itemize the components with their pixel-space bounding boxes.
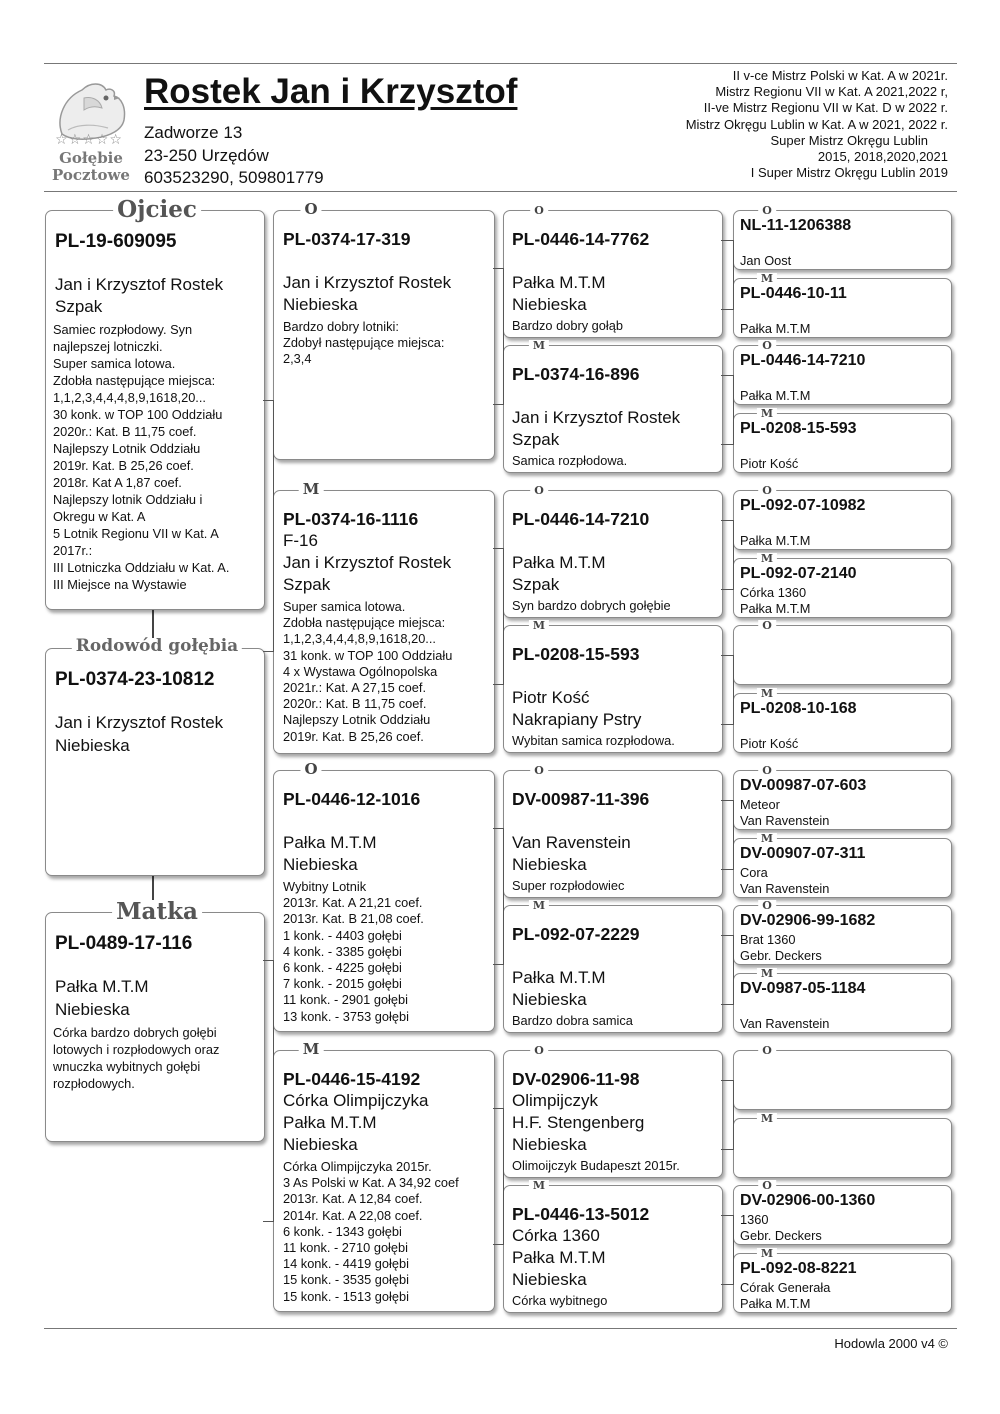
title-line: II-ve Mistrz Regionu VII w Kat. D w 2022 r. (703, 100, 948, 116)
top-rule (44, 63, 957, 64)
ancestor-card (733, 345, 952, 405)
pigeon-line: Van Ravenstein (512, 833, 631, 852)
connector-bracket (493, 828, 504, 965)
ring-number: DV-02906-99-1682 (740, 912, 876, 929)
title-line: Super Mistrz Okręgu Lublin (770, 132, 928, 148)
breeder: Van Ravenstein (740, 1016, 830, 1031)
pigeon-line: Jan i Krzysztof Rostek (283, 273, 452, 292)
note-line: 2020r.: Kat. B 11,75 coef. (283, 696, 427, 712)
note: Bardzo dobry gołąb (512, 318, 623, 333)
ring-number: PL-0374-23-10812 (55, 669, 215, 690)
note-line: 7 konk. - 2015 gołębi (283, 976, 402, 992)
pigeon-line: Olimpijczyk (512, 1091, 598, 1110)
sex-label: M (757, 1113, 777, 1124)
note-line: Zdobył następujące miejsca: (283, 335, 445, 351)
note: Super rozpłodowiec (512, 878, 625, 893)
connector-bracket (721, 800, 734, 870)
ring-number: NL-11-1206388 (740, 217, 852, 234)
connector-bracket (721, 655, 734, 725)
sex-label: M (757, 553, 777, 564)
breeder: Pałka M.T.M (740, 321, 811, 336)
connector-bracket (263, 960, 274, 1222)
sex-label: M (757, 833, 777, 844)
sex-label: M (529, 900, 549, 911)
title-line: Mistrz Regionu VII w Kat. A 2021,2022 r, (715, 84, 948, 100)
pigeon-line: Piotr Kość (512, 688, 590, 707)
sex-label: O (758, 340, 776, 351)
sex-label: O (758, 900, 776, 911)
pigeon-line: F-16 (283, 531, 318, 550)
note-line: 2017r.: (53, 543, 93, 558)
pigeon-line: Szpak (283, 575, 331, 594)
pigeon-line: Pałka M.T.M (283, 833, 377, 852)
connector-bracket (493, 548, 504, 685)
connector-bracket (721, 935, 734, 1005)
great-grandparent-card (503, 1050, 723, 1178)
pigeon-line: Niebieska (512, 855, 587, 874)
sex-label: O (758, 1045, 776, 1056)
great-grandparent-card (503, 1185, 723, 1313)
ring-number: PL-0208-15-593 (740, 420, 857, 437)
sex-label: O (530, 485, 548, 496)
notes (283, 1159, 459, 1305)
breeder: Pałka M.T.M (740, 533, 811, 548)
breeder: Pałka M.T.M (740, 1296, 811, 1311)
pigeon-line: Jan i Krzysztof Rostek (512, 408, 681, 427)
pigeon-name: Cora (740, 865, 768, 880)
great-grandparent-card (503, 905, 723, 1033)
pigeon-line: Szpak (512, 575, 560, 594)
ring-number: PL-0446-14-7210 (740, 352, 866, 369)
sex-label: O (758, 1180, 776, 1191)
note-line: Wybitny Lotnik (283, 879, 367, 894)
sex-label: M (299, 482, 324, 497)
note-line: III Lotniczka Oddziału w Kat. A. (53, 560, 230, 575)
pigeon-line: Jan i Krzysztof Rostek (283, 553, 452, 572)
pigeon-name: Brat 1360 (740, 932, 796, 947)
color: Niebieska (55, 1000, 130, 1019)
sex-label: O (530, 765, 548, 776)
notes (53, 1024, 219, 1092)
sex-label: M (529, 340, 549, 351)
pigeon-line: Córka 1360 (512, 1226, 600, 1245)
note-line: 4 x Wystawa Ogólnopolska (283, 663, 438, 679)
footer: Hodowla 2000 v4 © (834, 1336, 948, 1351)
note-line: 3 As Polski w Kat. A 34,92 coef (283, 1175, 459, 1191)
connector-bracket (493, 1108, 504, 1245)
grandparent-card (273, 770, 495, 1032)
breeder: Pałka M.T.M (55, 977, 149, 996)
note: Samica rozpłodowa. (512, 453, 628, 468)
ring-number: PL-0489-17-116 (55, 933, 193, 954)
logo-text (48, 150, 134, 184)
note-line: 15 konk. - 1513 gołębi (283, 1288, 409, 1304)
note-line: 2,3,4 (283, 351, 312, 367)
ring-number: PL-0446-12-1016 (283, 789, 421, 809)
sex-label: O (530, 205, 548, 216)
note-line: 31 konk. w TOP 100 Oddziału (283, 647, 453, 663)
mother-label: Matka (112, 900, 202, 923)
title-line: 2015, 2018,2020,2021 (817, 149, 948, 165)
ancestor-card (733, 278, 952, 338)
note-line: 2018r. Kat A 1,87 coef. (53, 475, 182, 490)
pigeon-line: Niebieska (512, 1270, 587, 1289)
pigeon-line: Nakrapiany Pstry (512, 710, 642, 729)
owner-phones: 603523290, 509801779 (144, 168, 324, 187)
great-grandparent-card (503, 770, 723, 898)
ring-number: DV-02906-00-1360 (740, 1192, 876, 1209)
ring-number: PL-092-07-10982 (740, 497, 866, 514)
ring-number: PL-19-609095 (55, 231, 177, 252)
breeder: Gebr. Deckers (740, 948, 822, 963)
ring-number: PL-0446-14-7762 (512, 229, 650, 249)
note-line: Super samica lotowa. (283, 599, 406, 614)
note-line: 2013r. Kat. A 21,21 coef. (283, 895, 423, 911)
breeder: Jan Oost (740, 253, 792, 268)
sex-label: O (758, 205, 776, 216)
note: Syn bardzo dobrych gołębie (512, 598, 671, 613)
great-grandparent-card (503, 490, 723, 618)
sex-label: M (299, 1042, 324, 1057)
sex-label: M (529, 1180, 549, 1191)
grandparent-card (273, 1050, 495, 1312)
sex-label: M (757, 273, 777, 284)
connector-bracket (721, 1080, 734, 1150)
note-line: III Miejsce na Wystawie (53, 577, 187, 592)
note-line: 1,1,2,3,4,4,4,8,9,1618,20... (283, 631, 436, 647)
sex-label: O (758, 485, 776, 496)
ring-number: PL-0446-10-11 (740, 285, 847, 302)
breeder: Piotr Kość (740, 736, 799, 751)
note-line: 6 konk. - 1343 gołębi (283, 1223, 402, 1239)
ancestor-card (733, 838, 952, 898)
note-line: 2014r. Kat. A 22,08 coef. (283, 1207, 423, 1223)
pigeon-line: Pałka M.T.M (512, 968, 606, 987)
note-line: 15 konk. - 3535 gołębi (283, 1272, 409, 1288)
pigeon-line: Pałka M.T.M (512, 273, 606, 292)
note-line: rozpłodowych. (53, 1076, 135, 1091)
note-line: 2013r. Kat. B 21,08 coef. (283, 911, 424, 927)
breeder: Gebr. Deckers (740, 1228, 822, 1243)
subject-card (45, 648, 265, 876)
notes (283, 599, 452, 745)
ancestor-card (733, 490, 952, 550)
pigeon-line: Niebieska (512, 1135, 587, 1154)
note-line: Super samica lotowa. (53, 356, 176, 371)
breeder: Van Ravenstein (740, 881, 830, 896)
stars-icon: ☆☆☆☆☆ (55, 131, 123, 147)
note-line: lotowych i rozpłodowych oraz (53, 1042, 220, 1057)
note-line: Okregu w Kat. A (53, 509, 146, 524)
ancestor-card (733, 1118, 952, 1178)
breeder: Van Ravenstein (740, 813, 830, 828)
ring-number: PL-0208-10-168 (740, 700, 857, 717)
sex-label: O (300, 202, 321, 217)
great-grandparent-card (503, 210, 723, 338)
ring-number: DV-00987-11-396 (512, 789, 650, 809)
ring-number: PL-0374-16-1116 (283, 509, 419, 529)
ancestor-card (733, 1253, 952, 1313)
pigeon-line: Niebieska (283, 855, 358, 874)
connector-bracket (493, 268, 504, 405)
title-line: Mistrz Okręgu Lublin w Kat. A w 2021, 2022 r. (685, 116, 948, 132)
note-line: Najlepszy Lotnik Oddziału (283, 712, 431, 728)
sex-label: M (757, 1248, 777, 1259)
note-line: Najlepszy Lotnik Oddziału (53, 441, 201, 456)
owner-name: Rostek Jan i Krzysztof (144, 72, 518, 111)
ancestor-card (733, 210, 952, 270)
note-line: Zdobła następujące miejsca: (53, 373, 216, 388)
pigeon-line: Pałka M.T.M (283, 1113, 377, 1132)
pigeon-line: Niebieska (512, 295, 587, 314)
ancestor-card (733, 1050, 952, 1110)
ring-number: PL-092-07-2140 (740, 565, 857, 582)
note-line: 2013r. Kat. A 12,84 coef. (283, 1191, 423, 1207)
ancestor-card (733, 973, 952, 1033)
sex-label: M (757, 688, 777, 699)
pigeon-name: Córka 1360 (740, 585, 807, 600)
ring-number: PL-0446-13-5012 (512, 1204, 650, 1224)
grandparent-card (273, 490, 495, 754)
pigeon-line: Niebieska (283, 295, 358, 314)
pigeon-name: 1360 (740, 1212, 769, 1227)
notes (283, 879, 424, 1025)
note-line: Samiec rozpłodowy. Syn (53, 322, 193, 337)
great-grandparent-card (503, 625, 723, 753)
owner-address: Zadworze 13 (144, 123, 243, 142)
note-line: 11 konk. - 2710 gołębi (283, 1240, 408, 1256)
ring-number: PL-092-08-8221 (740, 1260, 857, 1277)
note-line: 2019r. Kat. B 25,26 coef. (283, 728, 424, 744)
bottom-rule (44, 1328, 957, 1329)
ancestor-card (733, 1185, 952, 1245)
breeder: Piotr Kość (740, 456, 799, 471)
note-line: Najlepszy lotnik Oddziału i (53, 492, 203, 507)
ring-number: DV-0987-05-1184 (740, 980, 866, 997)
note-line: 13 konk. - 3753 gołębi (283, 1008, 409, 1024)
ring-number: PL-0446-14-7210 (512, 509, 650, 529)
pigeon-line: Niebieska (512, 990, 587, 1009)
pigeon-line: H.F. Stengenberg (512, 1113, 645, 1132)
ancestor-card (733, 693, 952, 753)
ring-number: PL-0208-15-593 (512, 644, 640, 664)
sex-label: O (300, 762, 321, 777)
ring-number: PL-0374-17-319 (283, 229, 411, 249)
owner-city: 23-250 Urzędów (144, 146, 269, 165)
ring-number: DV-00987-07-603 (740, 777, 867, 794)
ring-number: PL-0446-15-4192 (283, 1069, 421, 1089)
sex-label: O (758, 620, 776, 631)
note-line: Córka Olimpijczyka 2015r. (283, 1159, 432, 1174)
sex-label: O (530, 1045, 548, 1056)
father-label: Ojciec (113, 198, 201, 221)
note: Córka wybitnego (512, 1293, 608, 1308)
notes (283, 319, 444, 368)
note-line: Córka bardzo dobrych gołębi (53, 1025, 217, 1040)
pigeon-line: Córka Olimpijczyka (283, 1091, 429, 1110)
ancestor-card (733, 625, 952, 685)
note: Wybitan samica rozpłodowa. (512, 733, 675, 748)
notes (53, 321, 229, 593)
color: Szpak (55, 297, 103, 316)
sex-label: M (757, 968, 777, 979)
note-line: Zdobła następujące miejsca: (283, 615, 446, 631)
pigeon-line: Szpak (512, 430, 560, 449)
sex-label: M (529, 620, 549, 631)
note-line: 1,1,2,3,4,4,4,8,9,1618,20... (53, 390, 206, 405)
sex-label: M (757, 408, 777, 419)
note-line: 2019r. Kat. B 25,26 coef. (53, 458, 194, 473)
note-line: Bardzo dobry lotniki: (283, 319, 399, 334)
pigeon-line: Niebieska (283, 1135, 358, 1154)
note-line: 11 konk. - 2901 gołębi (283, 992, 408, 1008)
achievement-titles (588, 68, 948, 181)
breeder: Pałka M.T.M (740, 388, 811, 403)
connector-bracket (721, 240, 734, 310)
mother-card (45, 912, 265, 1142)
pedigree-label: Rodowód gołębia (72, 638, 242, 655)
connector-bracket (721, 520, 734, 590)
breeder: Pałka M.T.M (740, 601, 811, 616)
ring-number: PL-0374-16-896 (512, 364, 640, 384)
ring-number: PL-092-07-2229 (512, 924, 640, 944)
note-line: 5 Lotnik Regionu VII w Kat. A (53, 526, 219, 541)
connector-bracket (263, 400, 274, 652)
color: Niebieska (55, 736, 130, 755)
ring-number: DV-02906-11-98 (512, 1069, 640, 1089)
pigeon-line: Pałka M.T.M (512, 1248, 606, 1267)
note-line: 6 konk. - 4225 gołębi (283, 960, 402, 976)
header-rule (44, 191, 957, 192)
grandparent-card (273, 210, 495, 460)
note-line: 1 konk. - 4403 gołębi (283, 927, 402, 943)
title-line: I Super Mistrz Okręgu Lublin 2019 (750, 165, 948, 181)
ring-number: DV-00907-07-311 (740, 845, 866, 862)
note-line: 2020r.: Kat. B 11,75 coef. (53, 424, 197, 439)
great-grandparent-card (503, 345, 723, 473)
pigeon-name: Córak Generała (740, 1280, 831, 1295)
note: Bardzo dobra samica (512, 1013, 633, 1028)
connector-bracket (721, 375, 734, 445)
breeder: Jan i Krzysztof Rostek (55, 275, 224, 294)
father-card (45, 210, 265, 610)
title-line: II v-ce Mistrz Polski w Kat. A w 2021r. (732, 68, 948, 83)
note-line: 14 konk. - 4419 gołębi (283, 1256, 409, 1272)
note-line: wnuczka wybitnych gołębi (53, 1059, 201, 1074)
note: Olimoijczyk Budapeszt 2015r. (512, 1158, 680, 1173)
note-line: 4 konk. - 3385 gołębi (283, 943, 402, 959)
logo-text-line: Pocztowe (52, 166, 130, 184)
connector-bracket (721, 1215, 734, 1285)
breeder: Jan i Krzysztof Rostek (55, 713, 224, 732)
note-line: 2021r.: Kat. A 27,15 coef. (283, 680, 427, 696)
logo-text-line: Gołębie (59, 149, 123, 167)
ancestor-card (733, 770, 952, 830)
ancestor-card (733, 413, 952, 473)
pigeon-name: Meteor (740, 797, 780, 812)
ancestor-card (733, 905, 952, 965)
pigeon-line: Pałka M.T.M (512, 553, 606, 572)
note-line: najlepszej lotniczki. (53, 339, 163, 354)
ancestor-card (733, 558, 952, 618)
sex-label: O (758, 765, 776, 776)
note-line: 30 konk. w TOP 100 Oddziału (53, 407, 223, 422)
